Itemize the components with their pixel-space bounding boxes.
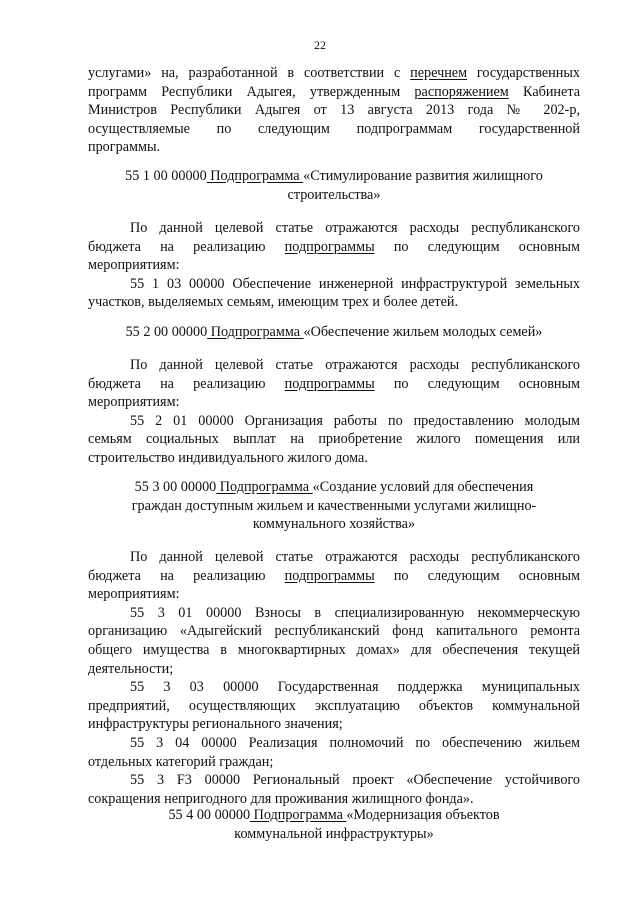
body-line: мероприятиям: bbox=[88, 394, 180, 411]
section-code: 55 1 00 00000 bbox=[125, 168, 207, 184]
item-line: участков, выделяемых семьям, имеющим трех и более детей. bbox=[88, 294, 459, 311]
item-line: инфраструктуры регионального значения; bbox=[88, 716, 343, 733]
heading-line bbox=[88, 806, 580, 825]
item-line: деятельности; bbox=[88, 660, 174, 677]
subprogram-link[interactable]: Подпрограмма bbox=[207, 324, 304, 340]
subprogram-link[interactable]: Подпрограмма bbox=[206, 168, 304, 184]
text: по следующим основным bbox=[374, 567, 580, 584]
item-line: 55 2 01 00000 Организация работы по предоставлению молодым bbox=[130, 412, 580, 429]
intro-line bbox=[88, 83, 580, 102]
section2-body bbox=[88, 356, 580, 468]
section3-body bbox=[88, 548, 580, 808]
text: государственных bbox=[467, 65, 580, 81]
intro-line: Министров Республики Адыгея от 13 августа 2013 года № 202-р, bbox=[88, 102, 580, 119]
page-number: 22 bbox=[314, 38, 326, 52]
section1-heading bbox=[88, 167, 580, 204]
section-title: «Обеспечение жильем молодых семей» bbox=[303, 324, 543, 340]
section4-heading bbox=[88, 806, 580, 843]
intro-line: программы. bbox=[88, 139, 161, 156]
section2-heading bbox=[88, 323, 580, 342]
item-line: 55 1 03 00000 Обеспечение инженерной инфраструктурой земельных bbox=[130, 275, 580, 292]
body-line: По данной целевой статье отражаются расходы республиканского bbox=[130, 357, 580, 373]
perechen-link[interactable]: перечнем bbox=[410, 65, 468, 81]
item-line: 55 3 04 00000 Реализация полномочий по обеспечению жильем bbox=[130, 734, 580, 751]
text: Кабинета bbox=[508, 83, 580, 100]
section-code: 55 2 00 00000 bbox=[125, 324, 208, 340]
heading-line: граждан доступным жильем и качественными услугами жилищно- bbox=[131, 497, 537, 514]
item-line: сокращения непригодного для проживания жилищного фонда». bbox=[88, 790, 474, 807]
subprogram-link[interactable]: подпрограммы bbox=[284, 375, 375, 392]
intro-paragraph bbox=[88, 64, 580, 157]
heading-line bbox=[88, 323, 580, 342]
body-line bbox=[88, 238, 580, 257]
text: бюджета на реализацию bbox=[88, 375, 285, 392]
item-line: отдельных категорий граждан; bbox=[88, 753, 274, 770]
section-code: 55 4 00 00000 bbox=[168, 807, 251, 823]
body-line: По данной целевой статье отражаются расходы республиканского bbox=[130, 220, 580, 236]
subprogram-link[interactable]: подпрограммы bbox=[284, 567, 375, 584]
text: по следующим основным bbox=[374, 238, 580, 255]
text: по следующим основным bbox=[374, 375, 580, 392]
body-line: По данной целевой статье отражаются расходы республиканского bbox=[130, 549, 580, 565]
item-line: 55 3 F3 00000 Региональный проект «Обеспечение устойчивого bbox=[130, 772, 580, 789]
text: услугами» на, разработанной в соответствии с bbox=[88, 65, 411, 81]
item-line: 55 3 01 00000 Взносы в специализированную некоммерческую bbox=[130, 604, 580, 621]
body-line bbox=[88, 375, 580, 394]
heading-line bbox=[88, 167, 580, 186]
body-line: мероприятиям: bbox=[88, 586, 180, 603]
heading-line: коммунальной инфраструктуры» bbox=[234, 825, 434, 842]
heading-line: строительства» bbox=[287, 186, 381, 203]
section-code: 55 3 00 00000 bbox=[134, 479, 217, 495]
item-line: строительство индивидуального жилого дома. bbox=[88, 449, 368, 466]
section-title: «Модернизация объектов bbox=[346, 807, 500, 823]
item-line: общего имущества в многоквартирных домах» для обеспечения текущей bbox=[88, 641, 580, 658]
subprogram-link[interactable]: Подпрограмма bbox=[250, 807, 347, 823]
subprogram-link[interactable]: Подпрограмма bbox=[216, 479, 313, 495]
section-title: «Стимулирование развития жилищного bbox=[303, 168, 543, 184]
text: программ Республики Адыгея, утвержденным bbox=[88, 83, 415, 100]
subprogram-link[interactable]: подпрограммы bbox=[284, 238, 375, 255]
section3-heading bbox=[88, 478, 580, 534]
rasporyazhenie-link[interactable]: распоряжением bbox=[414, 83, 509, 100]
intro-line bbox=[88, 64, 580, 83]
item-line: предприятий, осуществляющих эксплуатацию объектов коммунальной bbox=[88, 697, 580, 714]
section1-body bbox=[88, 219, 580, 312]
body-line bbox=[88, 567, 580, 586]
text: бюджета на реализацию bbox=[88, 238, 285, 255]
body-line: мероприятиям: bbox=[88, 257, 180, 274]
item-line: семьям социальных выплат на приобретение жилого помещения или bbox=[88, 431, 580, 448]
section-title: «Создание условий для обеспечения bbox=[312, 479, 534, 495]
item-line: организацию «Адыгейский республиканский фонд капитального ремонта bbox=[88, 623, 580, 640]
text: бюджета на реализацию bbox=[88, 567, 285, 584]
heading-line bbox=[88, 478, 580, 497]
item-line: 55 3 03 00000 Государственная поддержка муниципальных bbox=[130, 679, 580, 696]
heading-line: коммунального хозяйства» bbox=[252, 516, 416, 533]
intro-line: осуществляемые по следующим подпрограммам государственной bbox=[88, 120, 580, 137]
